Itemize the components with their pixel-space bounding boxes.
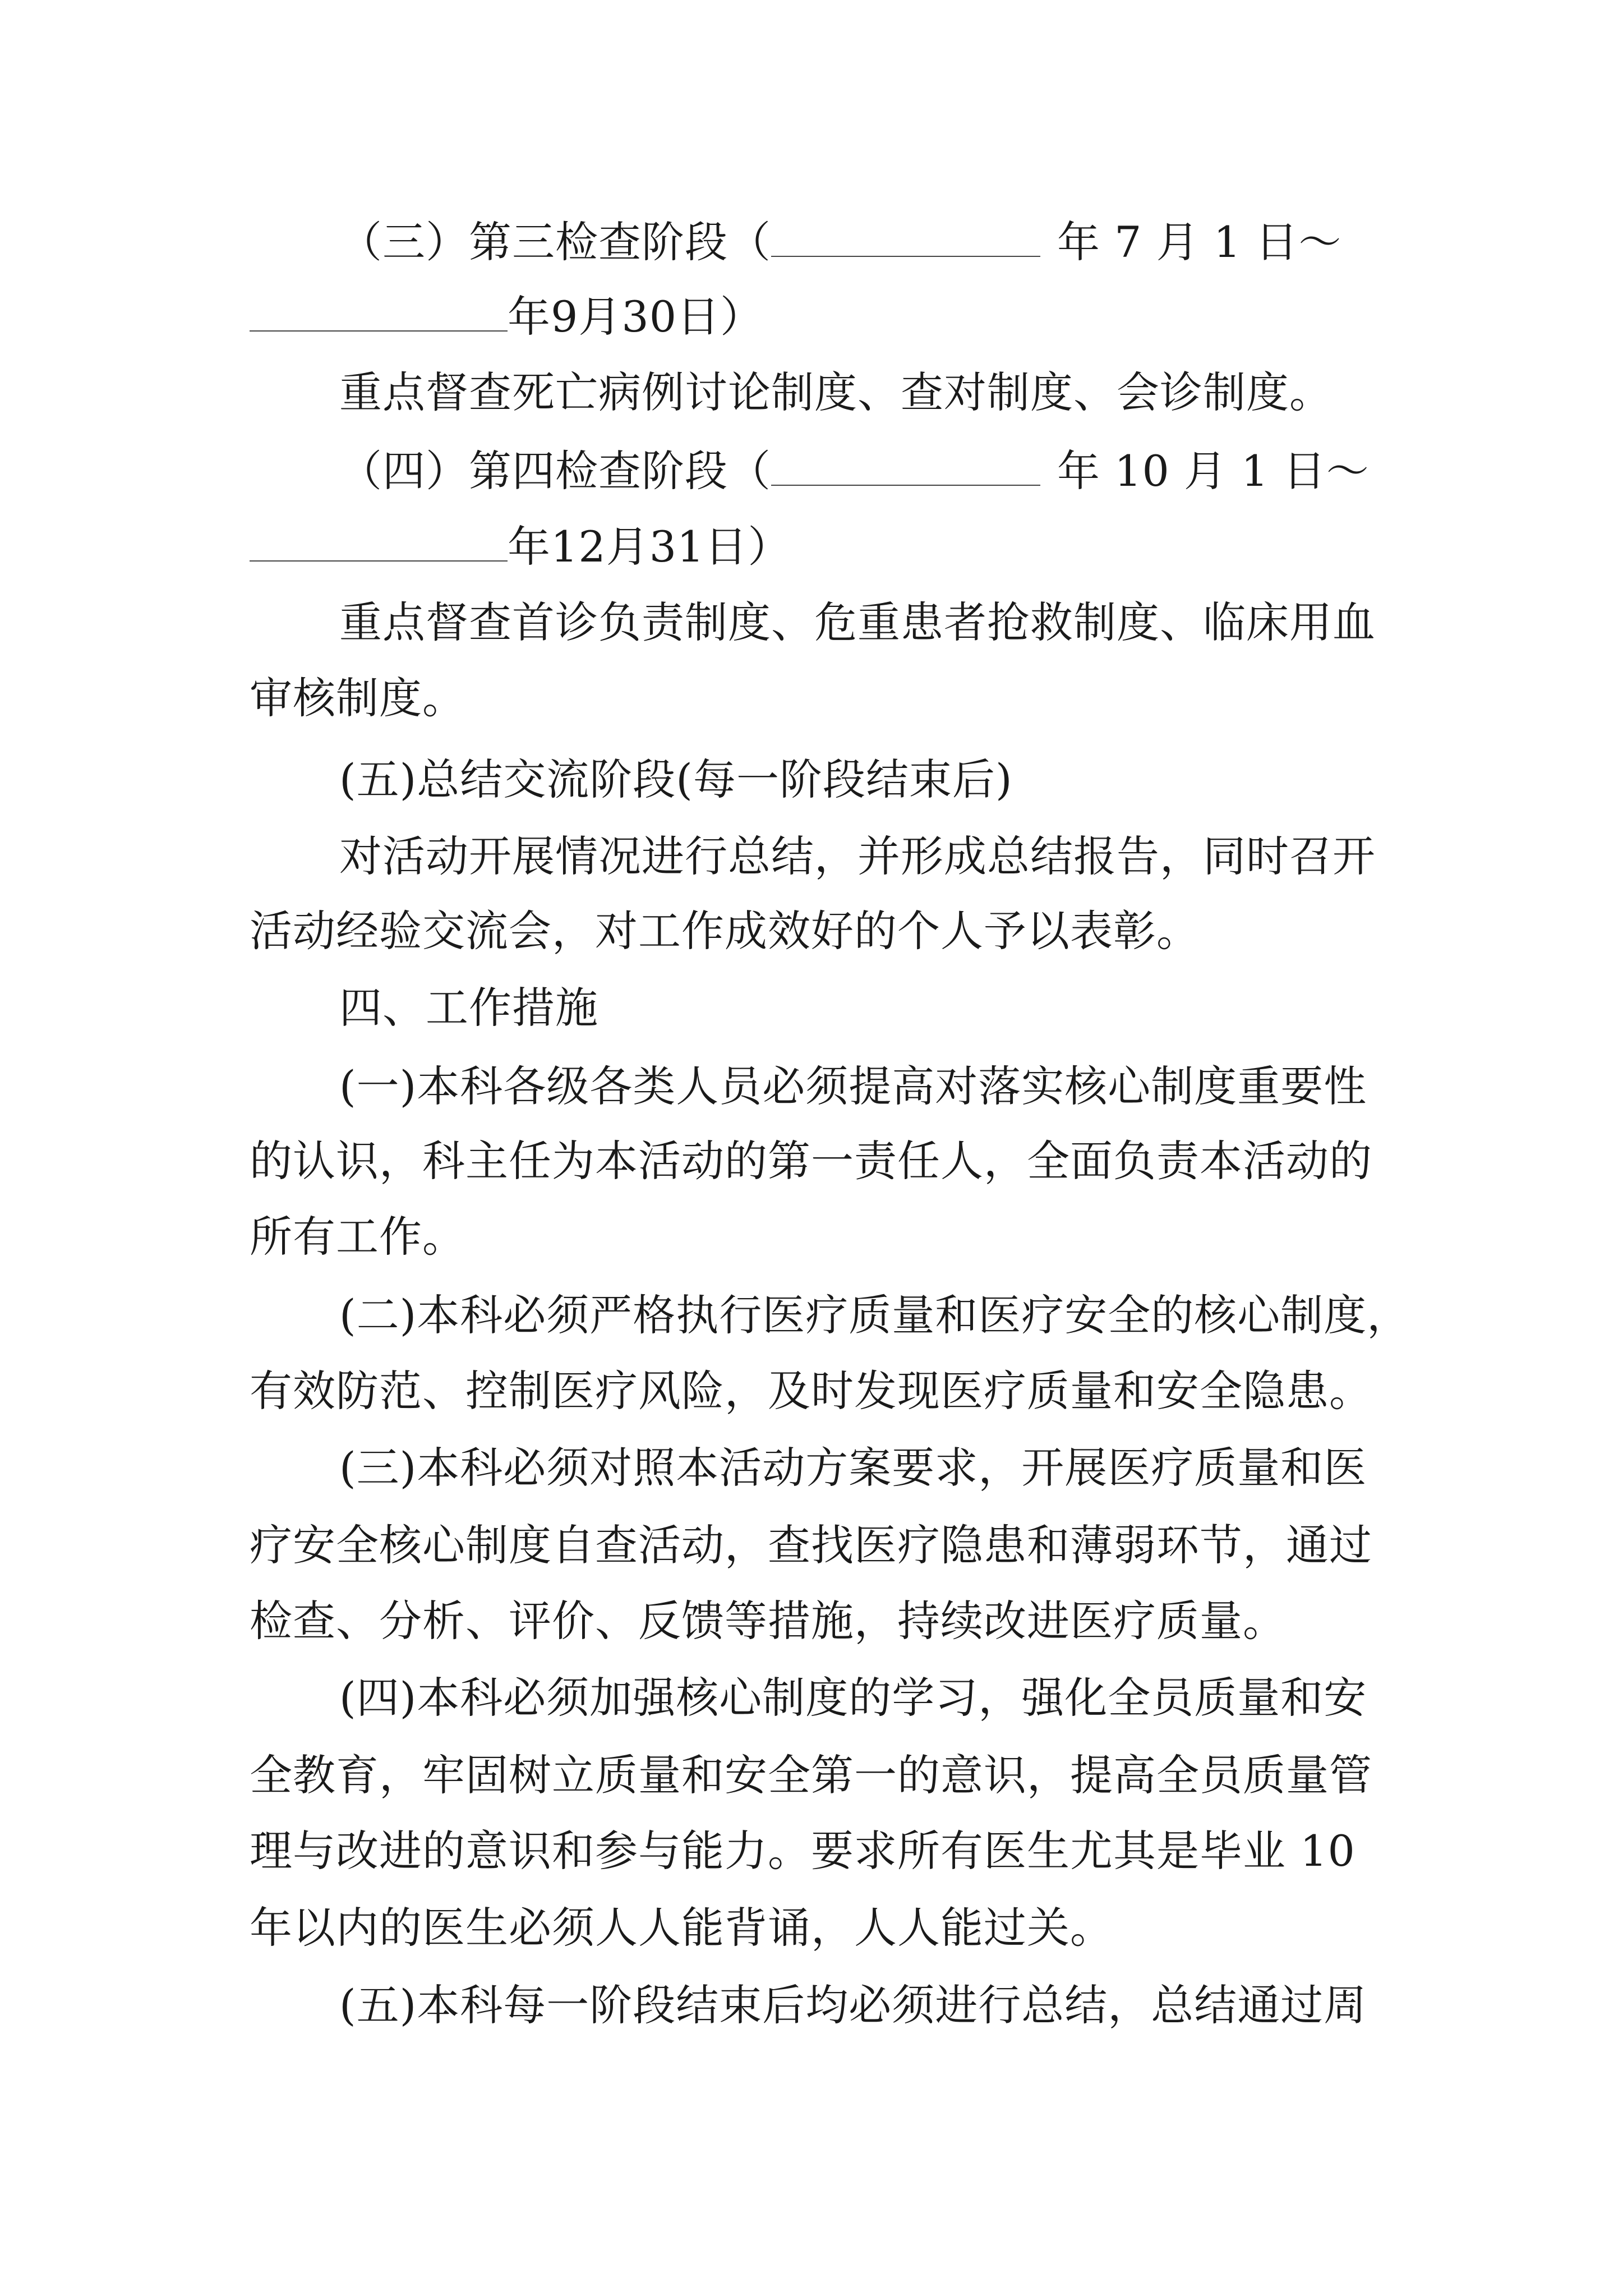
measure5-line-1: (五)本科每一阶段结束后均必须进行总结，总结通过周 <box>339 1980 1367 2030</box>
measure3-line-1: (三)本科必须对照本活动方案要求，开展医疗质量和医 <box>339 1443 1367 1493</box>
measure4-line-2: 全教育，牢固树立质量和安全第一的意识，提高全员质量管 <box>250 1750 1372 1800</box>
measure4-line-3: 理与改进的意识和参与能力。要求所有医生尤其是毕业 10 <box>250 1826 1355 1876</box>
stage4-start-date: 年 10 月 1 日～ <box>1057 446 1370 496</box>
stage4-prefix: （四）第四检查阶段（ <box>339 446 771 496</box>
section4-heading: 四、工作措施 <box>339 983 598 1033</box>
stage4-date-line-1 <box>339 438 1370 505</box>
stage3-end-year-blank <box>250 291 508 332</box>
stage5-text-line-2: 活动经验交流会，对工作成效好的个人予以表彰。 <box>250 906 1200 956</box>
stage3-start-date: 年 7 月 1 日～ <box>1057 217 1342 267</box>
measure4-line-1: (四)本科必须加强核心制度的学习，强化全员质量和安 <box>339 1673 1367 1723</box>
stage4-date-line-2 <box>250 513 791 581</box>
stage3-year-blank <box>771 217 1040 257</box>
stage3-end-date: 年9月30日） <box>508 292 764 342</box>
stage5-text-line-1: 对活动开展情况进行总结，并形成总结报告，同时召开 <box>339 831 1376 881</box>
stage5-heading: (五)总结交流阶段(每一阶段结束后) <box>339 754 1013 804</box>
measure4-line-4: 年以内的医生必须人人能背诵，人人能过关。 <box>250 1903 1113 1953</box>
measure1-line-3: 所有工作。 <box>250 1212 465 1262</box>
measure2-line-1: (二)本科必须严格执行医疗质量和医疗安全的核心制度， <box>339 1290 1410 1340</box>
stage3-date-line-1 <box>339 209 1341 276</box>
measure3-line-2: 疗安全核心制度自查活动，查找医疗隐患和薄弱环节，通过 <box>250 1520 1372 1570</box>
stage4-end-year-blank <box>250 521 508 562</box>
measure2-line-2: 有效防范、控制医疗风险，及时发现医疗质量和安全隐患。 <box>250 1366 1372 1416</box>
stage4-focus-line-2: 审核制度。 <box>250 673 465 723</box>
stage3-prefix: （三）第三检查阶段（ <box>339 217 771 267</box>
measure3-line-3: 检查、分析、评价、反馈等措施，持续改进医疗质量。 <box>250 1596 1286 1646</box>
stage3-focus: 重点督查死亡病例讨论制度、查对制度、会诊制度。 <box>339 367 1332 417</box>
stage4-year-blank <box>771 445 1040 486</box>
measure1-line-1: (一)本科各级各类人员必须提高对落实核心制度重要性 <box>339 1061 1367 1111</box>
measure1-line-2: 的认识，科主任为本活动的第一责任人，全面负责本活动的 <box>250 1136 1372 1186</box>
stage4-focus-line-1: 重点督查首诊负责制度、危重患者抢救制度、临床用血 <box>339 597 1376 647</box>
stage4-end-date: 年12月31日） <box>508 522 791 572</box>
stage3-date-line-2 <box>250 283 763 351</box>
